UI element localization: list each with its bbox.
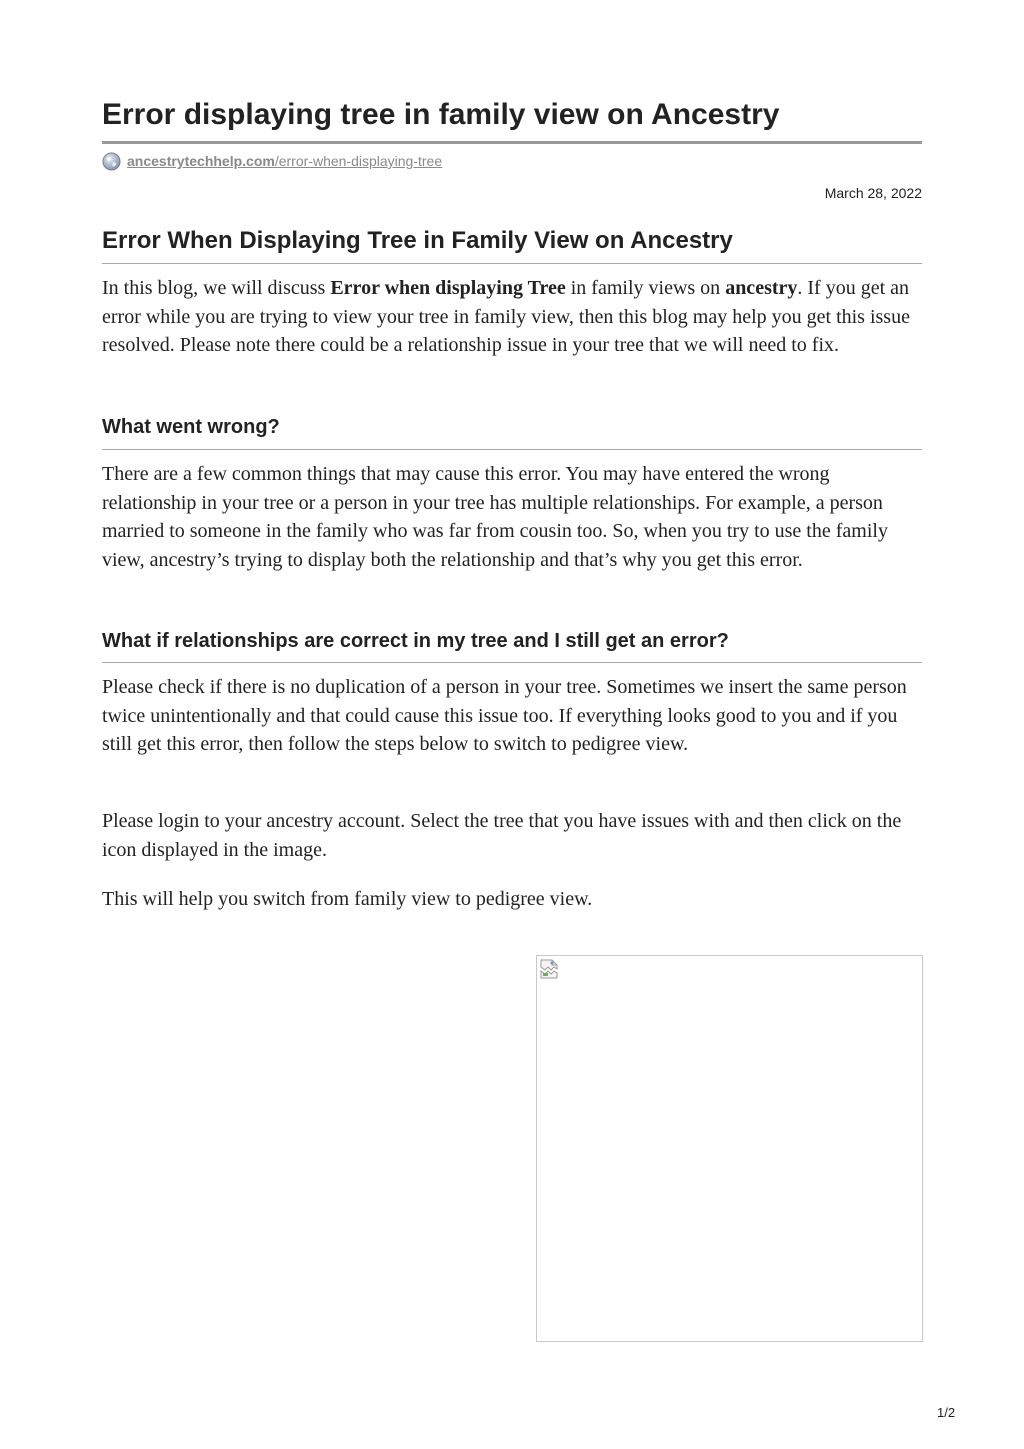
globe-icon [102, 152, 121, 171]
page-title: Error displaying tree in family view on Ancestry [102, 98, 780, 131]
intro-text-3: . If you get an error while you are trying to view your tree in family view, then this blog may help you get this issue resolved. Please note there could be a relationship issue in your tree that we will need to fix. [102, 277, 910, 356]
page-number: 1/2 [937, 1405, 956, 1420]
section2-paragraph-2: Please login to your ancestry account. Select the tree that you have issues with and then click on the icon displayed in the image. [102, 810, 902, 861]
intro-bold-2: ancestry [725, 277, 798, 299]
intro-text-1: In this blog, we will discuss [102, 277, 331, 299]
intro-text-2: in family views on [565, 277, 726, 299]
section-heading-relationships-correct: What if relationships are correct in my tree and I still get an error? [102, 630, 729, 652]
source-domain: ancestrytechhelp.com [127, 153, 275, 169]
heading-divider [102, 263, 922, 264]
broken-image-icon [540, 959, 558, 979]
section1-divider [102, 449, 922, 450]
section2-paragraph-3: This will help you switch from family view to pedigree view. [102, 888, 593, 910]
intro-bold-1: Error when displaying Tree [330, 277, 566, 299]
section2-paragraph-1: Please check if there is no duplication of a person in your tree. Sometimes we insert the same person twice unintentionally and that could cause this issue too. If everything looks good to you and if you still get this error, then follow the steps below to switch to pedigree view. [102, 676, 907, 755]
source-path: /error-when-displaying-tree [274, 153, 443, 169]
article-heading: Error When Displaying Tree in Family View on Ancestry [102, 227, 733, 254]
publish-date: March 28, 2022 [824, 185, 922, 201]
section1-paragraph: There are a few common things that may cause this error. You may have entered the wrong relationship in your tree or a person in your tree has multiple relationships. For example, a person married to someone in the family who was far from cousin too. So, when you try to use the family view, ancestry’s trying to display both the relationship and that’s why you get this error. [102, 463, 888, 571]
source-link[interactable] [127, 153, 442, 169]
title-divider [102, 141, 922, 144]
section2-divider [102, 662, 922, 663]
article-image [536, 955, 923, 1342]
source-row [102, 151, 442, 171]
intro-paragraph [102, 274, 922, 360]
section-heading-what-went-wrong: What went wrong? [102, 416, 280, 438]
